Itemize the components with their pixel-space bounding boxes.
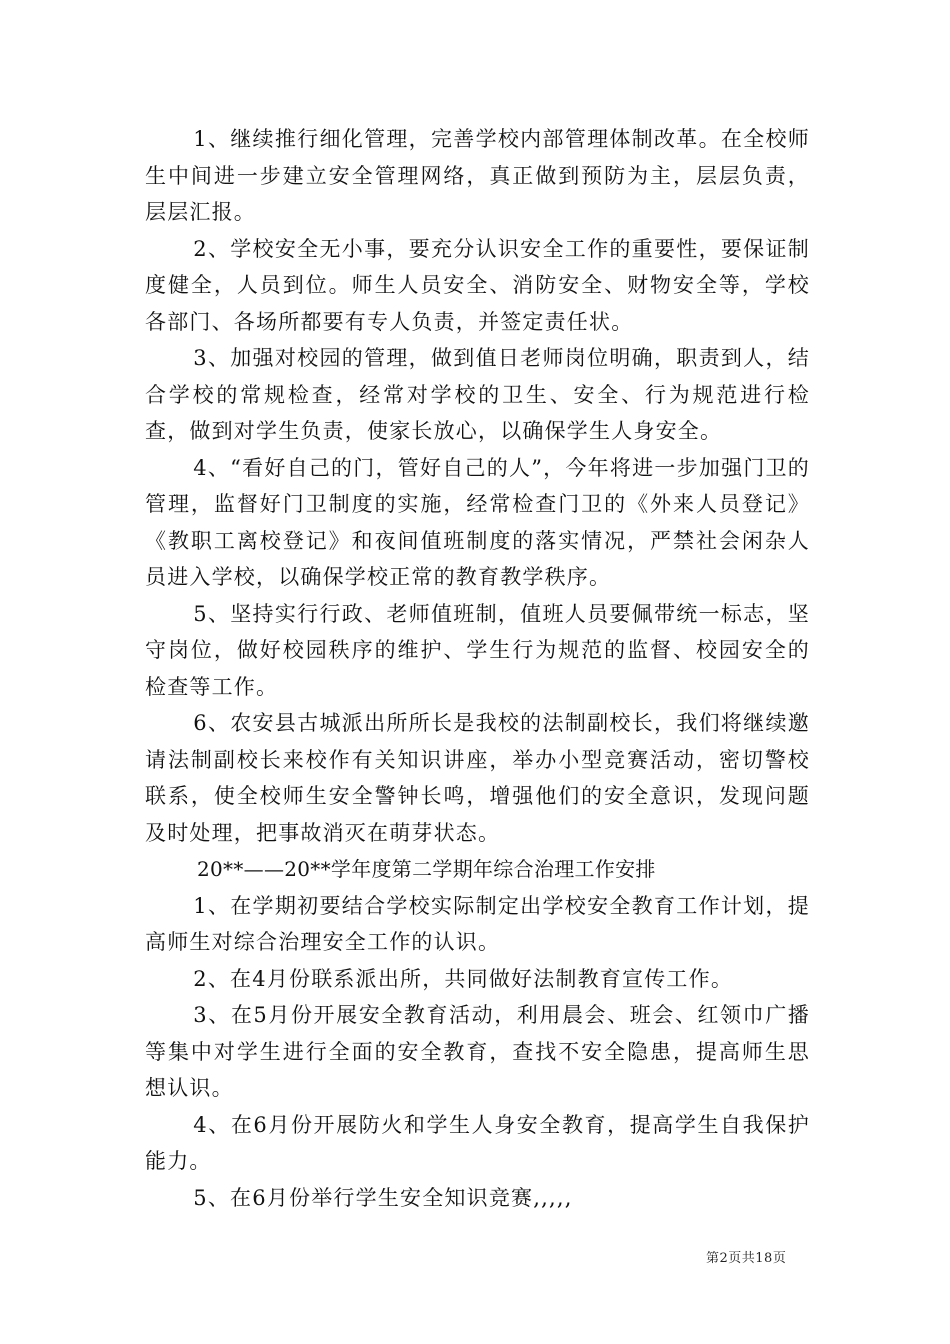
page-number: 第2页共18页 [706,1251,787,1266]
paragraph-4: 4、“看好自己的门，管好自己的人”，今年将进一步加强门卫的管理，监督好门卫制度的实施，经常检查门卫的《外来人员登记》《教职工离校登记》和夜间值班制度的落实情况，严禁社会闲杂人员进入学校，以确保学校正常的教育教学秩序。 [145,455,810,589]
document-body [145,121,810,1216]
paragraph-5: 5、坚持实行行政、老师值班制，值班人员要佩带统一标志，坚守岗位，做好校园秩序的维护、学生行为规范的监督、校园安全的检查等工作。 [145,601,810,699]
paragraph-6: 6、农安县古城派出所所长是我校的法制副校长，我们将继续邀请法制副校长来校作有关知识讲座，举办小型竞赛活动，密切警校联系，使全校师生安全警钟长鸣，增强他们的安全意识，发现问题及时处理，把事故消灭在萌芽状态。 [145,711,810,845]
section-item-3: 3、在5月份开展安全教育活动，利用晨会、班会、红领巾广播等集中对学生进行全面的安全教育，查找不安全隐患，提高师生思想认识。 [145,1003,810,1100]
section-item-4: 4、在6月份开展防火和学生人身安全教育，提高学生自我保护能力。 [145,1112,810,1173]
section-item-1: 1、在学期初要结合学校实际制定出学校安全教育工作计划，提高师生对综合治理安全工作的认识。 [145,893,810,954]
paragraph-1: 1、继续推行细化管理，完善学校内部管理体制改革。在全校师生中间进一步建立安全管理网络，真正做到预防为主，层层负责，层层汇报。 [145,127,810,224]
section-heading: 20**——20**学年度第二学期年综合治理工作安排 [197,857,656,881]
paragraph-2: 2、学校安全无小事，要充分认识安全工作的重要性，要保证制度健全，人员到位。师生人员安全、消防安全、财物安全等，学校各部门、各场所都要有专人负责，并签定责任状。 [145,236,810,334]
paragraph-3: 3、加强对校园的管理，做到值日老师岗位明确，职责到人，结合学校的常规检查，经常对学校的卫生、安全、行为规范进行检查，做到对学生负责，使家长放心，以确保学生人身安全。 [145,346,810,443]
section-item-2: 2、在4月份联系派出所，共同做好法制教育宣传工作。 [193,966,734,991]
section-item-5: 5、在6月份举行学生安全知识竞赛,,,,, [193,1185,573,1210]
